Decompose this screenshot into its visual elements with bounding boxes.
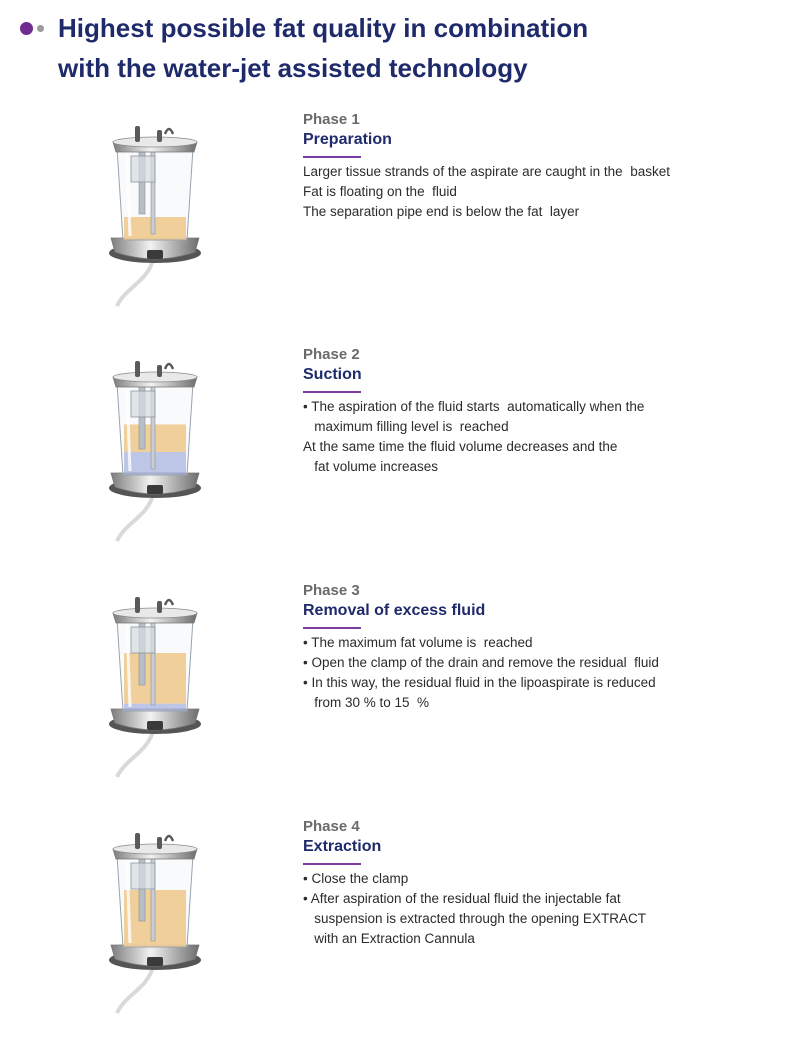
handle <box>165 600 173 605</box>
port <box>157 837 162 849</box>
page-header <box>20 8 790 88</box>
port <box>157 601 162 613</box>
phase-name: Extraction <box>303 838 382 855</box>
basket <box>131 863 155 889</box>
lid-top <box>113 137 197 147</box>
phase-description <box>303 633 783 713</box>
handle <box>165 364 173 369</box>
divider <box>303 156 361 158</box>
basket <box>131 156 155 182</box>
port <box>135 597 140 613</box>
phase-4 <box>0 817 800 1052</box>
valve <box>147 485 163 494</box>
phase-1 <box>0 110 800 345</box>
phase-2 <box>0 345 800 580</box>
handle <box>165 129 173 134</box>
phase-label: Phase 1 <box>303 111 360 128</box>
cable <box>117 731 153 777</box>
cable <box>117 260 153 306</box>
description-line: • The maximum fat volume is reached <box>303 635 533 650</box>
phase-label: Phase 3 <box>303 582 360 599</box>
separator-canister-icon <box>95 110 215 310</box>
separator-canister-icon <box>95 581 215 781</box>
description-line: from 30 % to 15 % <box>303 695 430 710</box>
phase-4-text <box>303 817 783 949</box>
separator-canister-icon <box>95 345 215 545</box>
port <box>135 126 140 142</box>
valve <box>147 957 163 966</box>
basket <box>131 391 155 417</box>
phase-2-text <box>303 345 783 477</box>
port <box>135 361 140 377</box>
description-line: fat volume increases <box>303 459 439 474</box>
basket <box>131 627 155 653</box>
description-line: Fat is floating on the fluid <box>303 184 457 199</box>
title-line-1: Highest possible fat quality in combination <box>58 13 589 43</box>
description-line: Larger tissue strands of the aspirate are caught in the basket <box>303 164 670 179</box>
cable <box>117 495 153 541</box>
description-line: At the same time the fluid volume decreases and the <box>303 439 618 454</box>
port <box>135 833 140 849</box>
valve <box>147 721 163 730</box>
description-line: • In this way, the residual fluid in the lipoaspirate is reduced <box>303 675 656 690</box>
title-line-2: with the water-jet assisted technology <box>58 53 528 83</box>
description-line: • After aspiration of the residual fluid the injectable fat <box>303 891 621 906</box>
phase-name: Suction <box>303 366 362 383</box>
phase-name: Removal of excess fluid <box>303 602 486 619</box>
divider <box>303 627 361 629</box>
valve <box>147 250 163 259</box>
lid-top <box>113 372 197 382</box>
phase-label: Phase 2 <box>303 346 360 363</box>
phase-description <box>303 397 783 477</box>
description-line: suspension is extracted through the opening EXTRACT <box>303 911 646 926</box>
description-line: • Close the clamp <box>303 871 409 886</box>
divider <box>303 863 361 865</box>
phase-1-text <box>303 110 783 222</box>
phase-3 <box>0 581 800 816</box>
description-line: • The aspiration of the fluid starts automatically when the <box>303 399 645 414</box>
port <box>157 130 162 142</box>
description-line: with an Extraction Cannula <box>303 931 475 946</box>
description-line: maximum filling level is reached <box>303 419 509 434</box>
divider <box>303 391 361 393</box>
lid-top <box>113 608 197 618</box>
port <box>157 365 162 377</box>
page-title <box>20 8 790 88</box>
phase-label: Phase 4 <box>303 818 360 835</box>
phase-3-text <box>303 581 783 713</box>
description-line: The separation pipe end is below the fat layer <box>303 204 580 219</box>
handle <box>165 836 173 841</box>
phase-description <box>303 162 783 222</box>
description-line: • Open the clamp of the drain and remove the residual fluid <box>303 655 659 670</box>
phase-name: Preparation <box>303 131 392 148</box>
title-bullet-icon <box>20 22 56 36</box>
cable <box>117 967 153 1013</box>
phase-description <box>303 869 783 949</box>
lid-top <box>113 844 197 854</box>
separator-canister-icon <box>95 817 215 1017</box>
